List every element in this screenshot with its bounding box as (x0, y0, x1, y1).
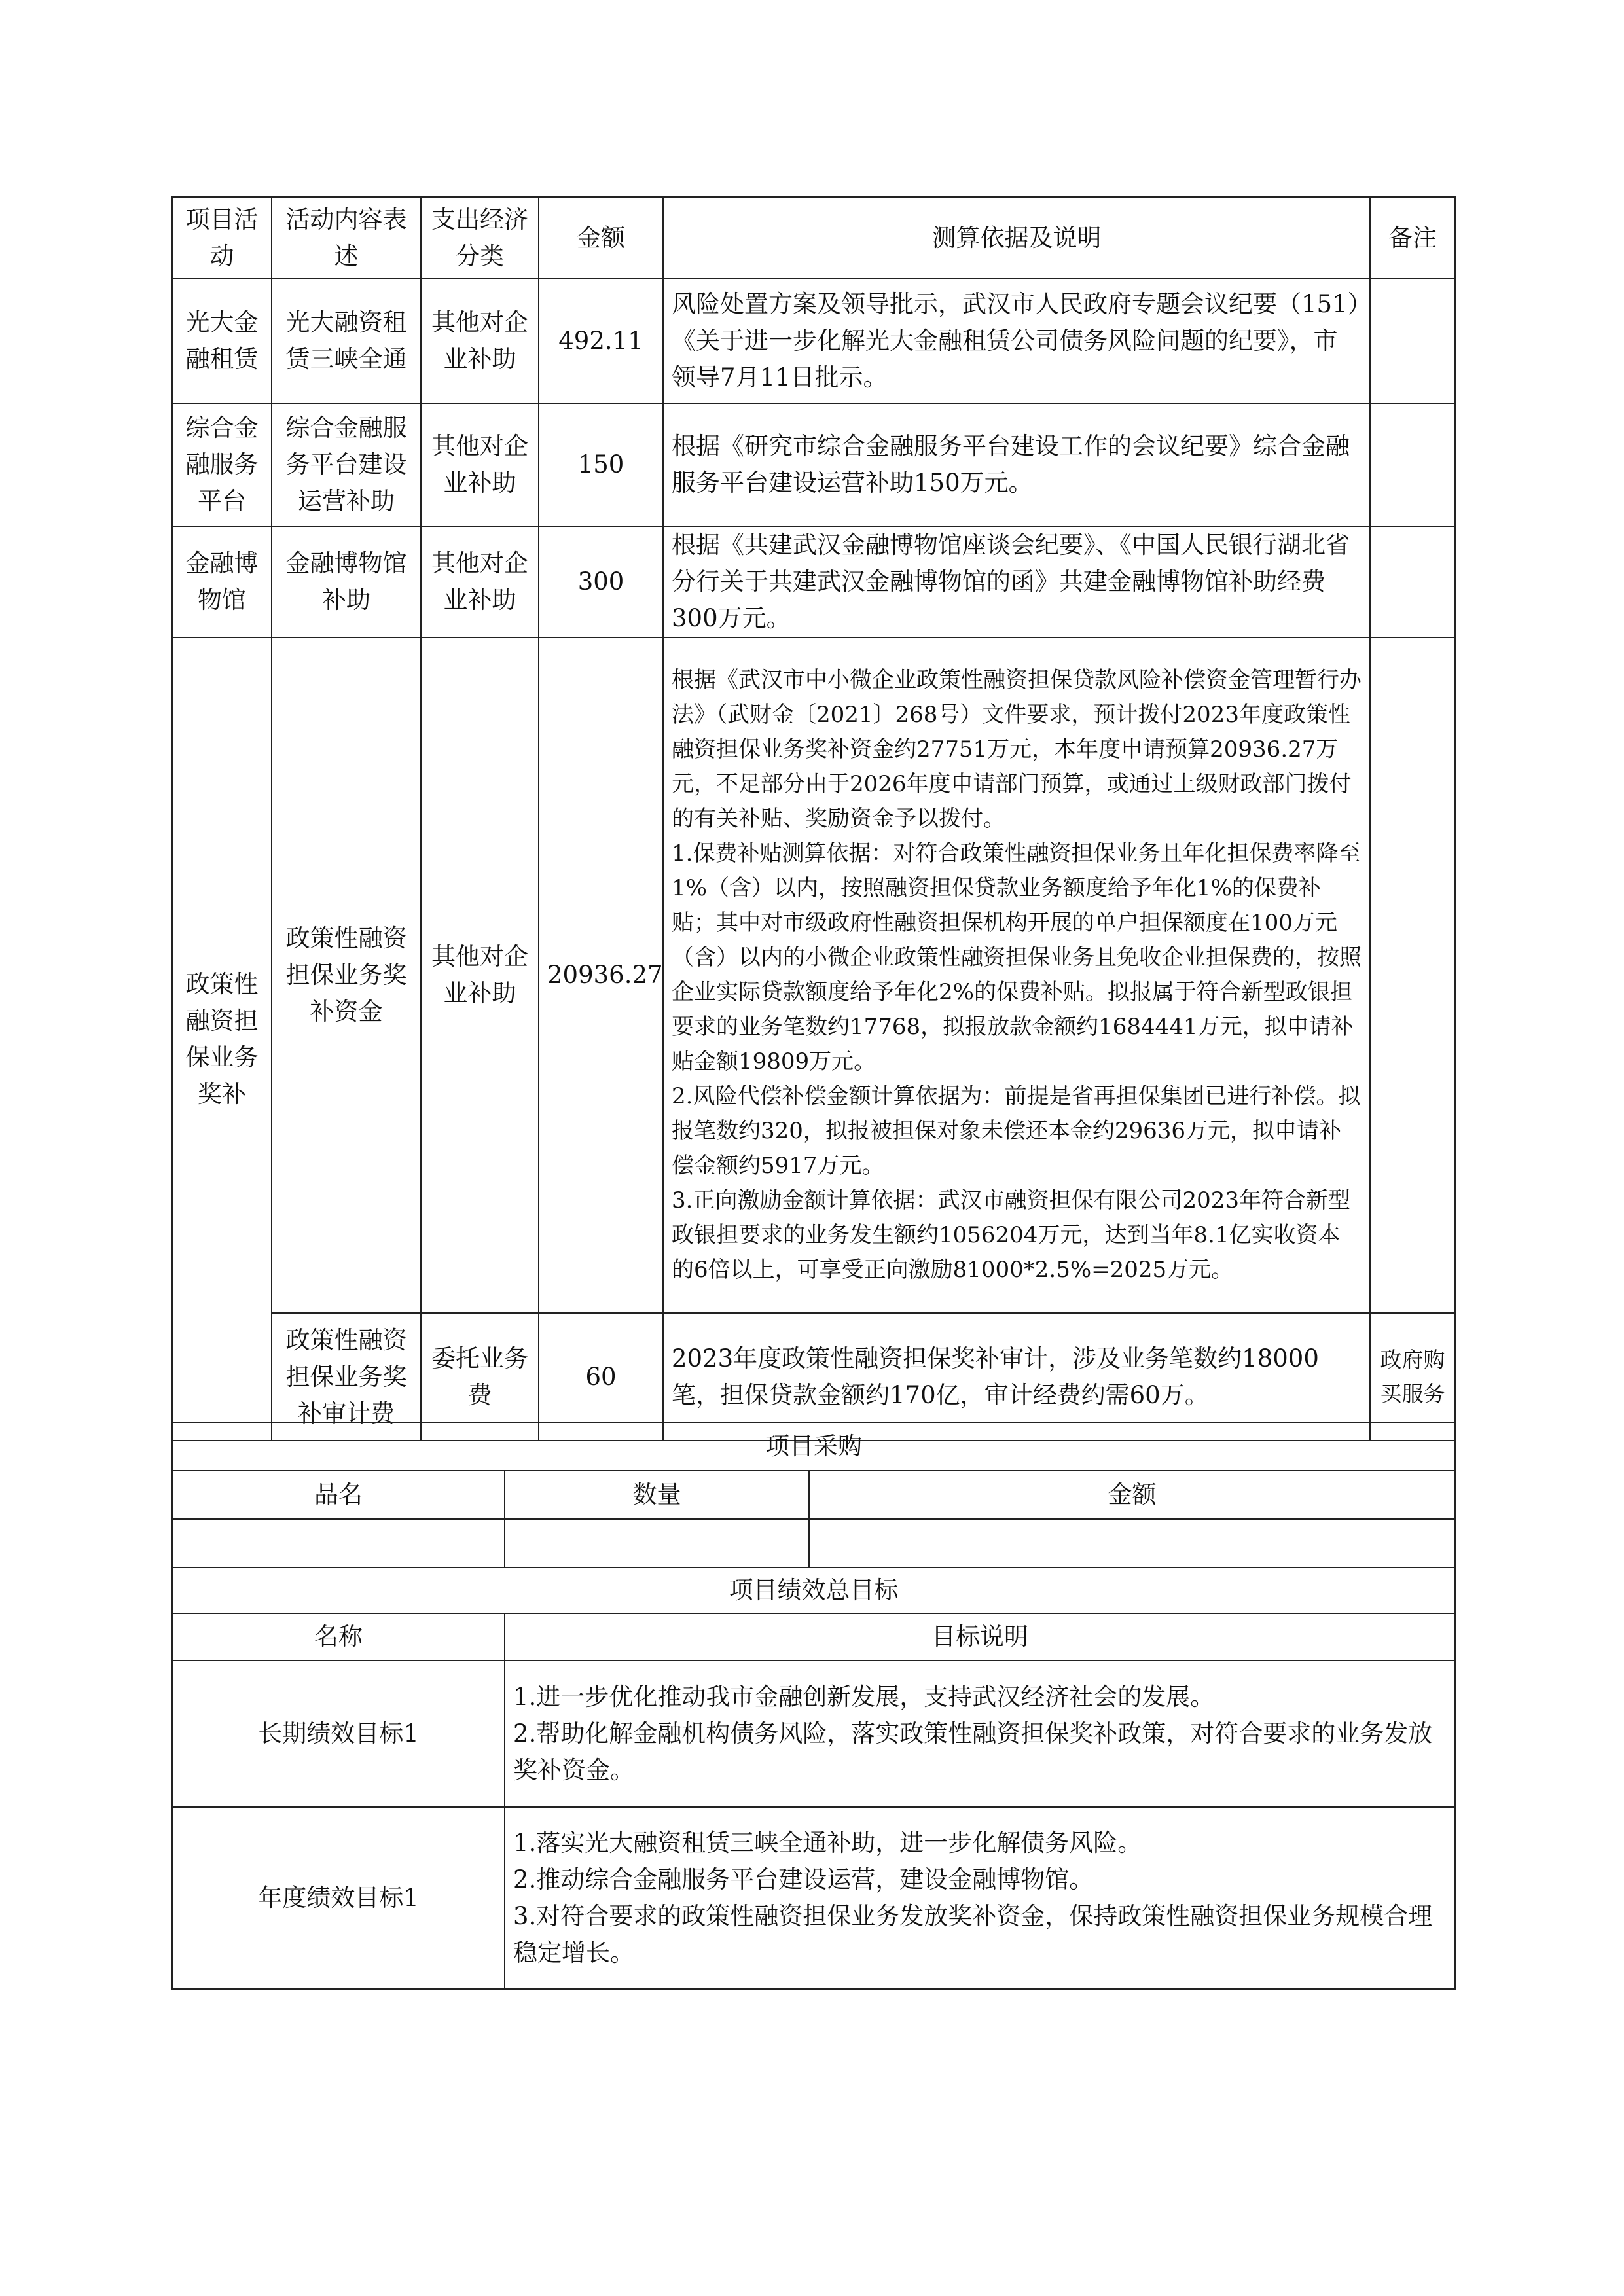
table-row (172, 279, 1455, 403)
table-row (172, 1519, 1455, 1568)
item-name-cell (172, 1519, 505, 1568)
header-category: 支出经济分类 (421, 197, 539, 279)
table-row (172, 1660, 1455, 1807)
basis-text: 根据《研究市综合金融服务平台建设工作的会议纪要》综合金融服务平台建设运营补助150万元。 (672, 432, 1350, 497)
header-goal-name: 名称 (172, 1613, 505, 1660)
note-cell (1370, 637, 1455, 1313)
table-header-row (172, 1471, 1455, 1519)
performance-goals-table (171, 1567, 1456, 1990)
basis-paragraph: 2.风险代偿补偿金额计算依据为：前提是省再担保集团已进行补偿。拟报笔数约320，拟报被担保对象未偿还本金约29636万元，拟申请补偿金额约5917万元。 (672, 1083, 1361, 1179)
basis-paragraph: 1.保费补贴测算依据：对符合政策性融资担保业务且年化担保费率降至1%（含）以内，按照融资担保贷款业务额度给予年化1%的保费补贴；其中对市级政府性融资担保机构开展的单户担保额度在100万元（含）以内的小微企业政策性融资担保业务且免收企业担保费的，按照企业实际贷款额度给予年化2%的保费补贴。拟报属于符合新型政银担要求的业务笔数约17768，拟报放款金额约1684441万元，拟申请补贴金额19809万元。 (672, 840, 1362, 1075)
basis-text: 风险处置方案及领导批示，武汉市人民政府专题会议纪要（151）《关于进一步化解光大金融租赁公司债务风险问题的纪要》，市领导7月11日批示。 (672, 290, 1360, 391)
table-row (172, 526, 1455, 637)
basis-cell (663, 279, 1370, 403)
goal-item: 3.对符合要求的政策性融资担保业务发放奖补资金，保持政策性融资担保业务规模合理稳定增长。 (513, 1902, 1433, 1967)
performance-title: 项目绩效总目标 (172, 1568, 1455, 1613)
goal-item: 1.进一步优化推动我市金融创新发展，支持武汉经济社会的发展。 (513, 1683, 1215, 1711)
header-quantity: 数量 (505, 1471, 809, 1519)
activity-cell: 光大金融租赁 (172, 279, 272, 403)
section-title-row (172, 1568, 1455, 1613)
basis-text: 根据《共建武汉金融博物馆座谈会纪要》、《中国人民银行湖北省分行关于共建武汉金融博物馆的函》共建金融博物馆补助经费300万元。 (672, 531, 1350, 632)
content-cell: 政策性融资担保业务奖补审计费 (272, 1313, 421, 1441)
amount-cell: 492.11 (539, 279, 663, 403)
amount-cell: 300 (539, 526, 663, 637)
header-activity: 项目活动 (172, 197, 272, 279)
basis-text: 2023年度政策性融资担保奖补审计，涉及业务笔数约18000笔，担保贷款金额约170亿，审计经费约需60万。 (672, 1344, 1319, 1409)
table-row (172, 1807, 1455, 1989)
basis-cell (663, 403, 1370, 526)
quantity-cell (505, 1519, 809, 1568)
goal-item: 2.帮助化解金融机构债务风险，落实政策性融资担保奖补政策，对符合要求的业务发放奖补资金。 (513, 1719, 1433, 1784)
goal-description-cell (505, 1660, 1455, 1807)
note-cell (1370, 403, 1455, 526)
header-amount: 金额 (539, 197, 663, 279)
basis-paragraph: 3.正向激励金额计算依据：武汉市融资担保有限公司2023年符合新型政银担要求的业务发生额约1056204万元，达到当年8.1亿实收资本的6倍以上，可享受正向激励81000*2.5%=2025万元。 (672, 1187, 1350, 1283)
note-cell (1370, 279, 1455, 403)
note-cell: 政府购买服务 (1370, 1313, 1455, 1441)
category-cell: 其他对企业补助 (421, 403, 539, 526)
content-cell: 政策性融资担保业务奖补资金 (272, 637, 421, 1313)
content-cell: 金融博物馆补助 (272, 526, 421, 637)
header-basis: 测算依据及说明 (663, 197, 1370, 279)
header-goal-description: 目标说明 (505, 1613, 1455, 1660)
header-purchase-amount: 金额 (809, 1471, 1455, 1519)
amount-cell: 150 (539, 403, 663, 526)
activity-cell: 政策性融资担保业务奖补 (172, 637, 272, 1441)
purchase-amount-cell (809, 1519, 1455, 1568)
header-item-name: 品名 (172, 1471, 505, 1519)
basis-paragraph: 根据《武汉市中小微企业政策性融资担保贷款风险补偿资金管理暂行办法》（武财金〔2021〕268号）文件要求，预计拨付2023年度政策性融资担保业务奖补资金约27751万元，本年度申请预算20936.27万元，不足部分由于2026年度申请部门预算，或通过上级财政部门拨付的有关补贴、奖励资金予以拨付。 (672, 667, 1362, 832)
amount-cell: 60 (539, 1313, 663, 1441)
header-note: 备注 (1370, 197, 1455, 279)
content-cell: 综合金融服务平台建设运营补助 (272, 403, 421, 526)
amount-cell: 20936.27 (539, 637, 663, 1313)
category-cell: 委托业务费 (421, 1313, 539, 1441)
goal-name-cell: 长期绩效目标1 (172, 1660, 505, 1807)
goal-item: 2.推动综合金融服务平台建设运营，建设金融博物馆。 (513, 1865, 1094, 1893)
goal-description-cell (505, 1807, 1455, 1989)
basis-cell (663, 637, 1370, 1313)
purchase-title: 项目采购 (172, 1422, 1455, 1471)
basis-cell (663, 526, 1370, 637)
table-row (172, 403, 1455, 526)
header-content: 活动内容表述 (272, 197, 421, 279)
table-header-row (172, 197, 1455, 279)
category-cell: 其他对企业补助 (421, 637, 539, 1313)
category-cell: 其他对企业补助 (421, 279, 539, 403)
note-cell (1370, 526, 1455, 637)
budget-detail-table (171, 196, 1456, 1441)
activity-cell: 综合金融服务平台 (172, 403, 272, 526)
project-purchase-table (171, 1422, 1456, 1568)
goal-name-cell: 年度绩效目标1 (172, 1807, 505, 1989)
section-title-row (172, 1422, 1455, 1471)
activity-cell: 金融博物馆 (172, 526, 272, 637)
content-cell: 光大融资租赁三峡全通 (272, 279, 421, 403)
category-cell: 其他对企业补助 (421, 526, 539, 637)
table-row (172, 637, 1455, 1313)
goal-item: 1.落实光大融资租赁三峡全通补助，进一步化解债务风险。 (513, 1829, 1142, 1857)
table-header-row (172, 1613, 1455, 1660)
